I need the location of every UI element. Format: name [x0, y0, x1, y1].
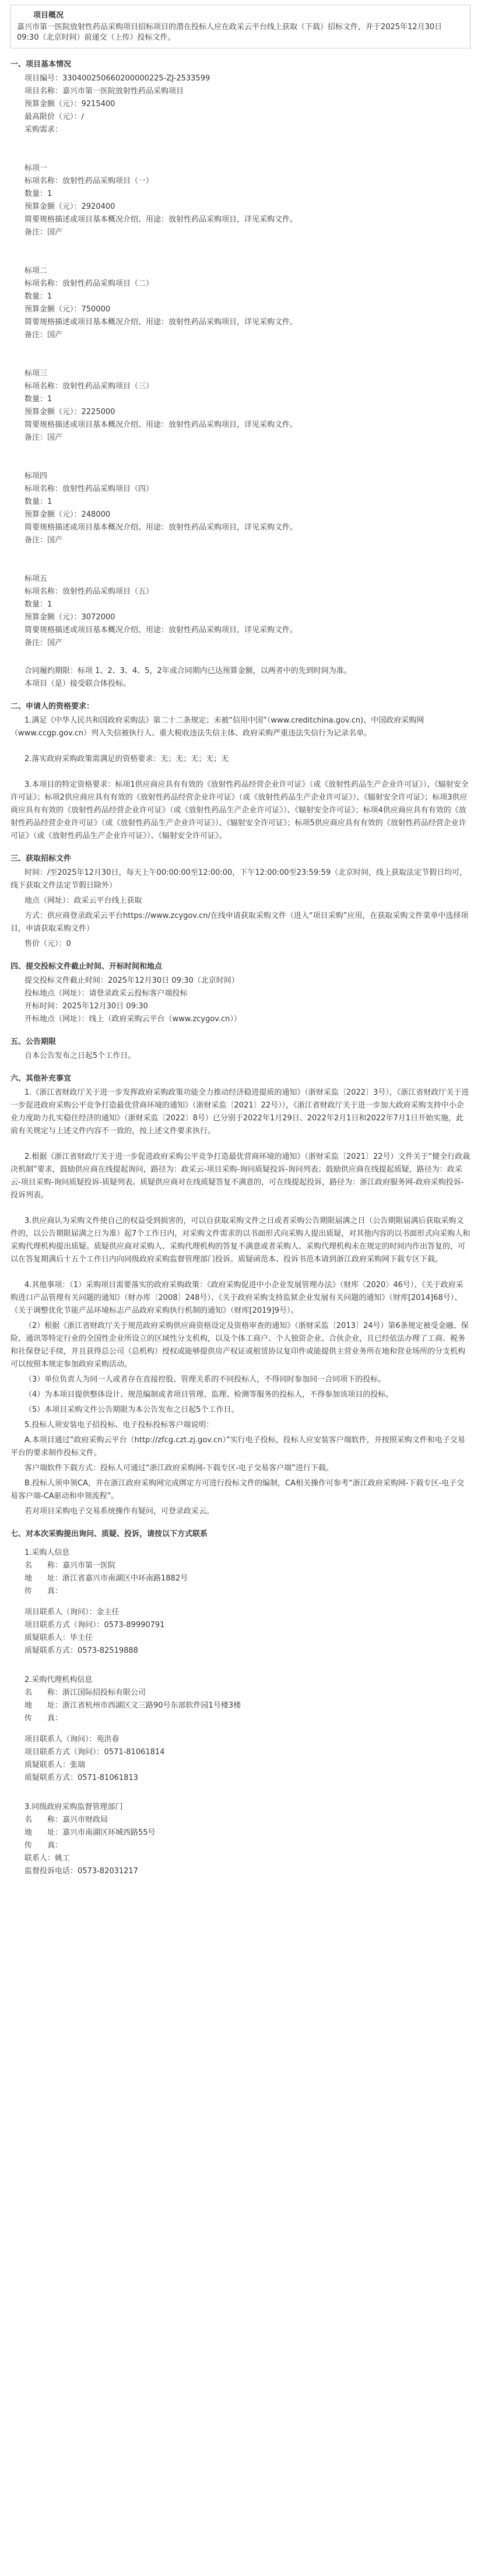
lot-quantity: 数量：1 [24, 395, 52, 404]
obtain-method: 方式：供应商登录政采云平台https://www.zcygov.cn/在线申请获取采购文件（进入“项目采购”应用，在获取采购文件菜单中选择项目，申请获取采购文件） [10, 912, 469, 933]
other-para-5: （2）根据《浙江省财政厅关于规范政府采购供应商资格设定及资格审查的通知》（浙财采监〔2013〕24号）第6条规定被受金融、保险、通讯等特定行业的全国性企业所设立的区域性分支机构，以及个体工商户、个人独资企业、合伙企业，且已经依法办理了工商、税务和社保登记手续，并且获得总公司（总机构）授权或能够提供房产权证或租赁协议复印件或能提供主营业务所在地和营业场所的分支机构可以按照本规定参加政府采购活动。 [10, 1322, 469, 1369]
lot-heading: 标项一 [24, 164, 48, 173]
lot-name: 标项名称：放射性药品采购项目（一） [24, 177, 154, 185]
supervisor-info [10, 1801, 471, 1878]
lot-name: 标项名称：放射性药品采购项目（二） [24, 279, 154, 288]
notice-period-text: 自本公告发布之日起5个工作日。 [24, 1052, 136, 1060]
lot-3 [10, 367, 471, 444]
contact-line: 质疑联系人：张瑞 [24, 1761, 86, 1769]
lot-description: 简要规格描述或项目基本概况介绍、用途：放射性药品采购项目，详见采购文件。 [24, 420, 298, 429]
contact-line: 名 称：嘉兴市财政局 [24, 1816, 108, 1824]
lot-4 [10, 470, 471, 547]
contact-line: 监督投诉电话：0573-82031217 [24, 1867, 138, 1876]
consortium-note: 本项目（是）接受联合体投标。 [24, 679, 131, 688]
qualification-para-3: 3.本项目的特定资格要求：标项1供应商应具有有效的《放射性药品经营企业许可证》（或《放射性药品生产企业许可证》）、《辐射安全许可证》；标项2供应商应具有有效的《放射性药品经营企业许可证》（或《放射性药品生产企业许可证》）、《辐射安全许可证》；标项3供应商应具有有效的《放射性药品经营企业许可证》（或《放射性药品生产企业许可证》）、《辐射安全许可证》；标项4供应商应具有有效的《放射性药品经营企业许可证》（或《放射性药品生产企业许可证》）、《辐射安全许可证》；标项5供应商应具有有效的《放射性药品经营企业许可证》（或《放射性药品生产企业许可证》）、《辐射安全许可证》。 [10, 780, 469, 840]
lot-budget: 预算金额（元）：2225000 [24, 408, 115, 416]
procurement-needs-label: 采购需求： [24, 125, 63, 134]
other-para-9: 5.投标人须安装电子招投标、电子投标投标客户端说明： [24, 1421, 214, 1429]
other-para-1: 1.《浙江省财政厅关于进一步发挥政府采购政策功能全力推动经济稳进提质的通知》（浙财采监〔2022〕3号），《浙江省财政厅关于进一步促进政府采购公平竞争打造最优营商环境的通知》（浙财采监〔2021〕22号）），《浙江省财政厅关于进一步加大政府采购支持中小企业力度助力扎实稳住经济的通知》（浙财采监〔2022〕8号）已分别于2022年1月29日、2022年2月1日和2022年7月1日开始实施，此前有关规定与上述文件内容不一致的，按上述文件要求执行。 [10, 1088, 469, 1135]
lot-1 [10, 162, 471, 239]
other-para-10: A.本项目通过“政府采购云平台（http://zfcg.czt.zj.gov.cn）”实行电子投标，投标人应安装客户端软件，并按照采购文件和电子交易平台的要求制作投标文件。 [10, 1436, 465, 1457]
section-title-qualifications: 二、申请人的资格要求： [10, 702, 94, 711]
contact-group-heading: 1.采购人信息 [24, 1548, 70, 1557]
contact-line: 地 址：嘉兴市南湖区环城西路55号 [24, 1828, 156, 1837]
lot-budget: 预算金额（元）：2920400 [24, 202, 115, 211]
lot-budget: 预算金额（元）：750000 [24, 305, 111, 314]
opening-location: 开标地点（网址）：线上（政府采购云平台（www.zcygov.cn）） [24, 1015, 241, 1024]
lot-description: 简要规格描述或项目基本概况介绍、用途：放射性药品采购项目，详见采购文件。 [24, 318, 298, 327]
section-title-contacts: 七、对本次采购提出询问、质疑、投诉，请按以下方式联系 [10, 1530, 208, 1538]
bid-location: 投标地点（网址）：请登录政采云投标客户端投标 [24, 989, 188, 998]
other-para-12: B.投标人须申领CA，并在浙江政府采购网完成绑定方可进行投标文件的编制，CA相关操作可参考“浙江政府采购网-下载专区-电子交易客户端-CA驱动和申领流程”。 [10, 1479, 465, 1501]
qualification-para-2: 2.落实政府采购政策需满足的资格要求：无；无；无；无；无 [24, 755, 229, 763]
lot-budget: 预算金额（元）：3072000 [24, 613, 115, 622]
overview-text: 嘉兴市第一医院放射性药品采购项目招标项目的潜在投标人应在政采云平台线上获取（下载）招标文件，并于2025年12月30日 09:30（北京时间）前递交（上传）投标文件。 [17, 23, 443, 42]
section-title-basic-info: 一、项目基本情况 [10, 60, 72, 69]
section-title-other-matters: 六、其他补充事宜 [10, 1074, 72, 1083]
purchaser-info [10, 1547, 471, 1657]
lot-name: 标项名称：放射性药品采购项目（三） [24, 382, 154, 391]
lot-budget: 预算金额（元）：248000 [24, 510, 111, 519]
obtain-price: 售价（元）：0 [24, 940, 71, 948]
lot-quantity: 数量：1 [24, 190, 52, 198]
agency-info [10, 1674, 471, 1785]
other-para-6: （3）单位负责人为同一人或者存在直接控股、管理关系的不同投标人，不得同时参加同一合同项下的投标。 [24, 1375, 386, 1384]
contact-group-heading: 3.同级政府采购监督管理部门 [24, 1803, 123, 1811]
contact-line: 项目联系人（询问）：金主任 [24, 1608, 120, 1617]
contract-period: 合同履约期限：标项 1、2、3、4、5，2年或合同期内已达预算金额，以两者中的先到时间为准。 [24, 667, 352, 675]
contact-line: 项目联系方式（询问）：0571-81061814 [24, 1748, 165, 1757]
lot-remark: 备注：国产 [24, 536, 63, 545]
section-title-deadline: 四、提交投标文件截止时间、开标时间和地点 [10, 962, 163, 971]
lot-heading: 标项二 [24, 267, 48, 275]
obtain-location: 地点（网址）：政采云平台线上获取 [24, 896, 142, 905]
contact-line: 联系人：姚工 [24, 1854, 71, 1863]
contact-line: 传 真： [24, 1587, 63, 1596]
other-para-3: 3.供应商认为采购文件使自己的权益受到损害的，可以自获取采购文件之日或者采购公告期限届满之日（公告期限届满后获取采购文件的，以公告期限届满之日为准）起7个工作日内，对采购文件需求的以书面形式向采购人提出质疑，对其他内容的以书面形式向采购人和采购代理机构提出质疑。质疑供应商对采购人、采购代理机构的答复不满意或者采购人、采购代理机构未在规定的时间内作出答复的，可以在答复期满后十五个工作日内向同级政府采购监督管理部门投诉。质疑函范本、投诉书范本请到浙江政府采购网下载专区下载。 [10, 1217, 471, 1264]
max-price: 最高限价（元）：/ [24, 113, 84, 121]
contact-line: 传 真： [24, 1841, 63, 1850]
contact-line: 传 真： [24, 1714, 63, 1723]
lot-5 [10, 573, 471, 650]
opening-time: 开标时间：2025年12月30日 09:30 [24, 1002, 148, 1011]
bid-deadline: 提交投标文件截止时间：2025年12月30日 09:30（北京时间） [24, 976, 239, 985]
project-overview-box [10, 5, 471, 48]
project-number: 项目编号：330400250660200000225-ZJ-2533599 [24, 74, 210, 83]
other-para-8: （5）本项目采购文件公告期限为本公告发布之日起5个工作日。 [24, 1406, 239, 1414]
contact-line: 地 址：浙江省杭州市西湖区文三路90号东部软件园1号楼3楼 [24, 1701, 241, 1710]
lot-quantity: 数量：1 [24, 600, 52, 609]
project-name: 项目名称：嘉兴市第一医院放射性药品采购项目 [24, 87, 184, 96]
section-title-notice-period: 五、公告期限 [10, 1038, 57, 1046]
contact-line: 质疑联系方式：0571-81061813 [24, 1774, 138, 1782]
contact-line: 地 址：浙江省嘉兴市南湖区中环南路1882号 [24, 1574, 188, 1583]
other-para-2: 2.根据《浙江省财政厅关于进一步促进政府采购公平竞争打造最优营商环境的通知》（浙财采监〔2021〕22号）文件关于“健全行政裁决机制”要求，鼓励供应商在线提起询问，路径为：政采云-项目采购-询问质疑投诉-询问列表；鼓励供应商在线提起质疑，路径为：政采云-项目采购-询问质疑投诉-质疑列表。质疑供应商对在线质疑答复不满意的，可在线提起投诉，路径为：浙江政府服务网-政府采购投诉-投诉列表。 [10, 1152, 471, 1200]
lot-2 [10, 265, 471, 342]
other-para-4: 4.其他事项：（1）采购项目需要落实的政府采购政策：《政府采购促进中小企业发展管理办法》（财库〈2020〉46号）、《关于政府采购进口产品管理有关问题的通知》（财办库〔2008〕248号）、《关于政府采购支持监狱企业发展有关问题的通知》（财库[2014]68号）、《关于调整优化节能产品环境标志产品政府采购执行机制的通知》（财库[2019]9号）。 [10, 1281, 464, 1315]
section-title-obtain-docs: 三、获取招标文件 [10, 854, 72, 863]
lot-remark: 备注：国产 [24, 639, 63, 647]
lot-remark: 备注：国产 [24, 228, 63, 237]
lot-heading: 标项四 [24, 472, 48, 481]
contact-line: 名 称：嘉兴市第一医院 [24, 1561, 116, 1570]
contact-line: 质疑联系方式：0573-82519888 [24, 1646, 138, 1655]
qualification-para-1: 1.满足《中华人民共和国政府采购法》第二十二条规定；未被“信用中国”（www.creditchina.gov.cn)、中国政府采购网（www.ccgp.gov.cn）列入失信被执行人、重大税收违法失信主体、政府采购严重违法失信行为记录名单。 [10, 716, 424, 738]
lot-name: 标项名称：放射性药品采购项目（四） [24, 485, 154, 493]
lot-remark: 备注：国产 [24, 433, 63, 442]
overview-title: 项目概况 [33, 11, 64, 20]
lot-description: 简要规格描述或项目基本概况介绍、用途：放射性药品采购项目，详见采购文件。 [24, 626, 298, 635]
other-para-11: 客户端软件下载方式：投标人可通过“浙江政府采购网-下载专区-电子交易客户端”进行下载。 [24, 1464, 333, 1473]
contact-line: 质疑联系人：毕主任 [24, 1634, 93, 1642]
lot-heading: 标项三 [24, 369, 48, 378]
lot-name: 标项名称：放射性药品采购项目（五） [24, 587, 154, 596]
lot-heading: 标项五 [24, 574, 48, 583]
lot-remark: 备注：国产 [24, 331, 63, 339]
lot-description: 简要规格描述或项目基本概况介绍、用途：放射性药品采购项目，详见采购文件。 [24, 215, 298, 224]
lot-quantity: 数量：1 [24, 497, 52, 506]
contact-line: 名 称：浙江国际招投标有限公司 [24, 1688, 146, 1697]
lot-quantity: 数量：1 [24, 292, 52, 301]
other-para-13: 若对项目采购电子交易系统操作有疑问，可登录政采云。 [24, 1507, 215, 1516]
obtain-time: 时间：/至2025年12月30日，每天上午00:00:00至12:00:00，下午12:00:00至23:59:59（北京时间，线上获取法定节假日均可，线下获取文件法定节假日除外） [10, 868, 468, 890]
budget-amount: 预算金额（元）：9215400 [24, 100, 115, 108]
other-para-7: （4）为本项目提供整体设计、规范编制或者项目管理、监理、检测等服务的投标人，不得参加该项目的投标。 [24, 1390, 394, 1399]
contact-line: 项目联系人（询问）：苑洪春 [24, 1735, 120, 1744]
contact-group-heading: 2.采购代理机构信息 [24, 1676, 93, 1684]
lot-description: 简要规格描述或项目基本概况介绍、用途：放射性药品采购项目，详见采购文件。 [24, 523, 298, 532]
contact-line: 项目联系方式（询问）：0573-89990791 [24, 1621, 165, 1629]
